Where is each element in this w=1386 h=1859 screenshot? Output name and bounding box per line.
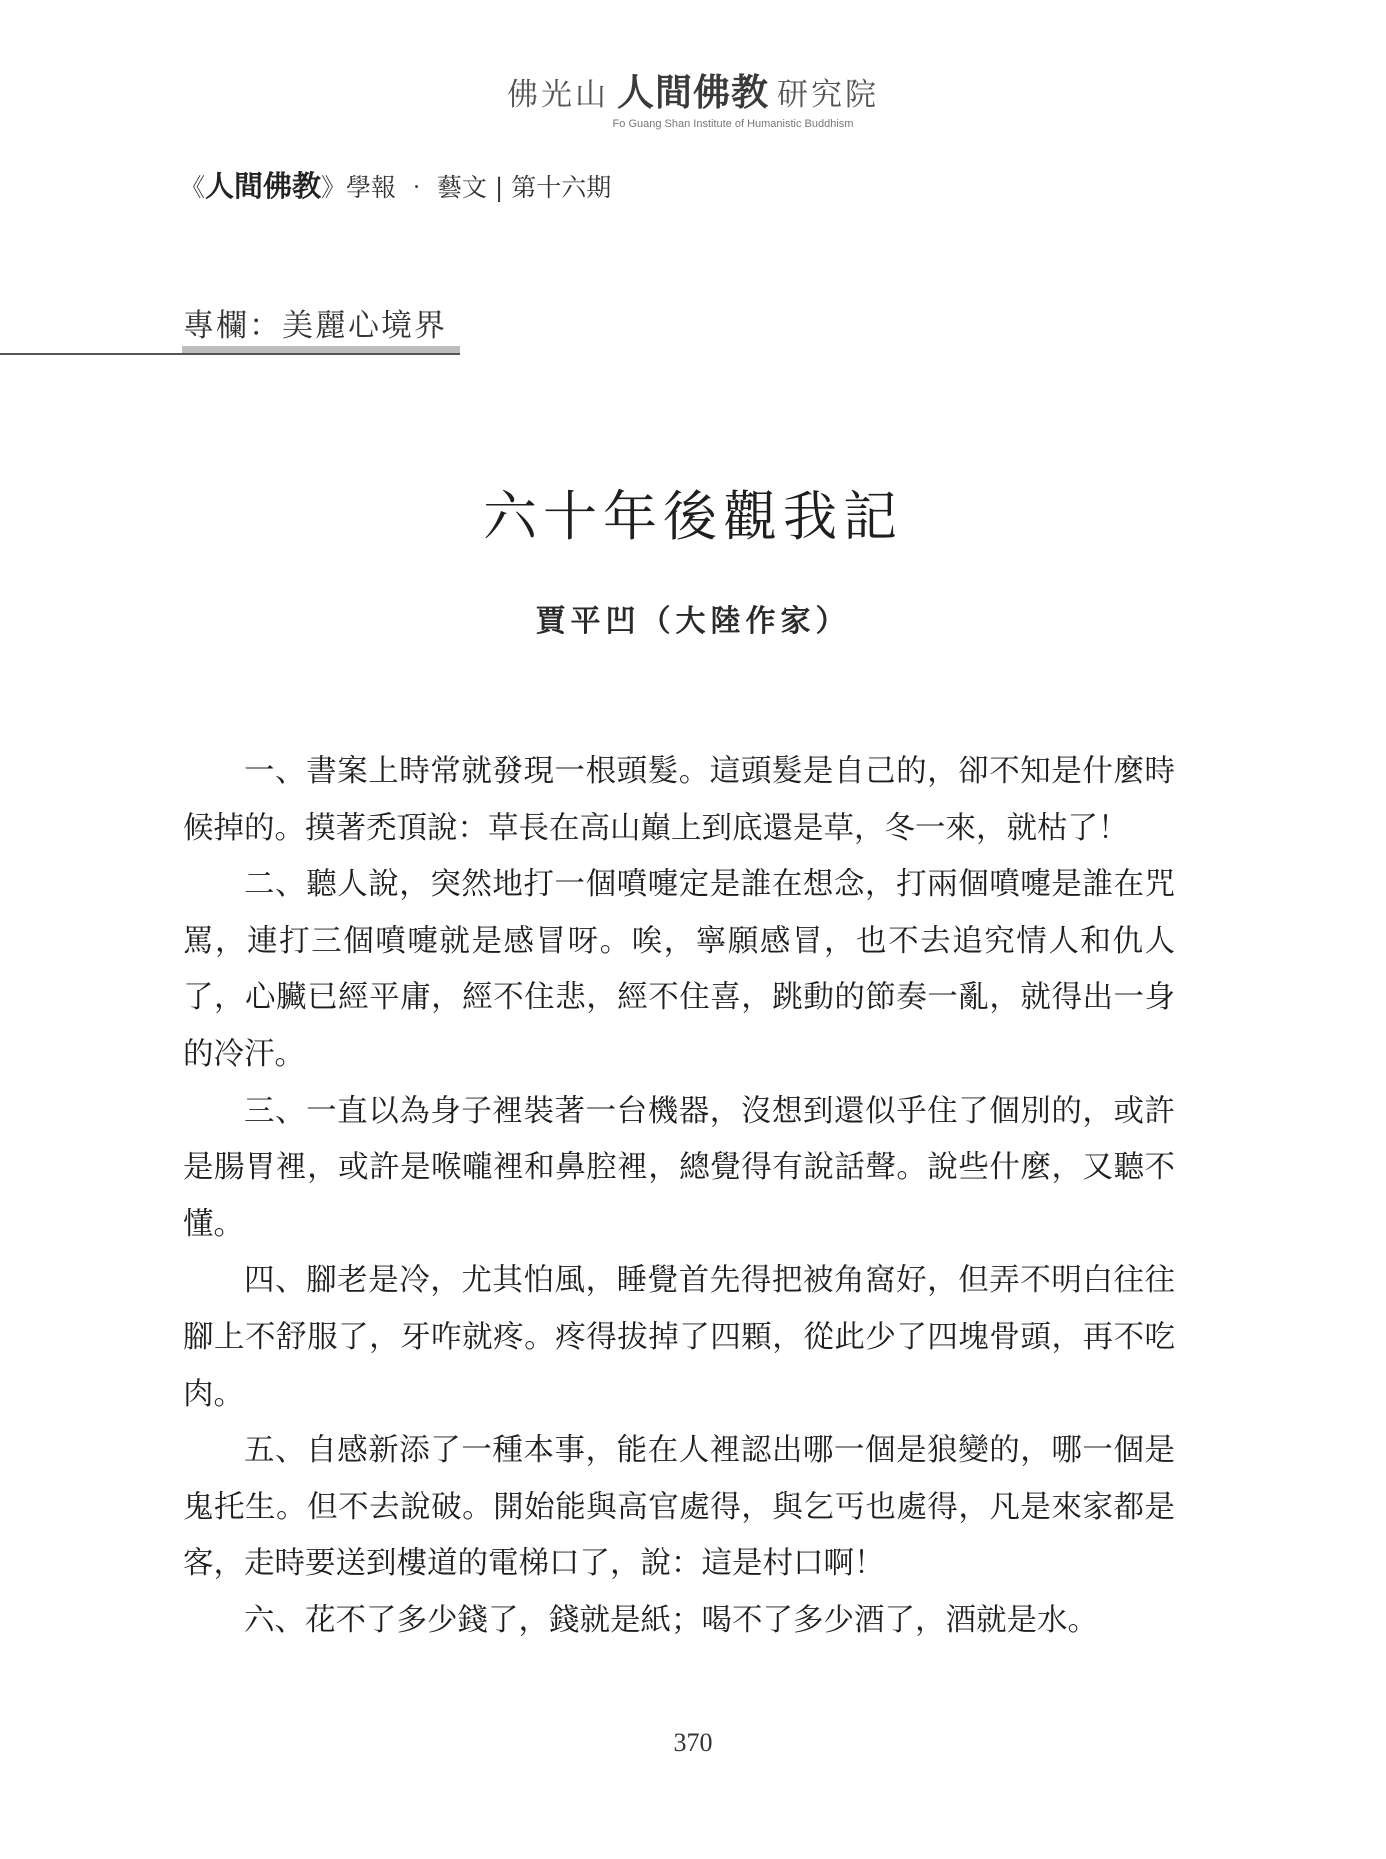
- column-label: 專欄：美麗心境界: [183, 308, 447, 344]
- brand-right-text: 研究院: [777, 77, 879, 113]
- brand-script-logo: 人間佛教: [617, 70, 769, 114]
- journal-script-title: 人間佛教: [205, 169, 322, 203]
- paragraph-2: 二、聽人說，突然地打一個噴嚏定是誰在想念，打兩個噴嚏是誰在咒罵，連打三個噴嚏就是感冒呀。唉，寧願感冒，也不去追究情人和仇人了，心臟已經平庸，經不住悲，經不住喜，跳動的節奏一亂，就得出一身的冷汗。: [183, 867, 1175, 1072]
- column-rule-line: [0, 353, 460, 355]
- column-rule-underline: [182, 346, 460, 353]
- journal-open-bracket: 《: [180, 173, 206, 202]
- institute-english-name: Fo Guang Shan Institute of Humanistic Buddhism: [612, 118, 854, 130]
- paragraph-6: 六、花不了多少錢了，錢就是紙；喝不了多少酒了，酒就是水。: [244, 1602, 1098, 1638]
- institute-brand: [0, 62, 1386, 130]
- paragraph-4: 四、腳老是冷，尤其怕風，睡覺首先得把被角窩好，但弄不明白往往腳上不舒服了，牙咋就疼。疼得拔掉了四顆，從此少了四塊骨頭，再不吃肉。: [183, 1263, 1175, 1412]
- brand-left-text: 佛光山: [507, 77, 609, 113]
- page-number: 370: [673, 1728, 713, 1757]
- article-body: [183, 744, 1175, 1650]
- article-author: 賈平凹（大陸作家）: [535, 604, 851, 639]
- journal-issue-info: 》學報 ‧ 藝文 | 第十六期: [321, 173, 612, 202]
- paragraph-5: 五、自感新添了一種本事，能在人裡認出哪一個是狼變的，哪一個是鬼托生。但不去說破。開始能與高官處得，與乞丐也處得，凡是來家都是客，走時要送到樓道的電梯口了，說：這是村口啊！: [183, 1433, 1175, 1582]
- paragraph-3: 三、一直以為身子裡裝著一台機器，沒想到還似乎住了個別的，或許是腸胃裡，或許是喉嚨裡和鼻腔裡，總覺得有說話聲。說些什麼，又聽不懂。: [183, 1093, 1175, 1242]
- paragraph-1: 一、書案上時常就發現一根頭髮。這頭髮是自己的，卻不知是什麼時候掉的。摸著禿頂說：草長在高山巔上到底還是草，冬一來，就枯了！: [183, 754, 1175, 846]
- article-title: 六十年後觀我記: [483, 485, 903, 548]
- institute-name: [0, 62, 1386, 116]
- journal-running-header: [180, 164, 611, 205]
